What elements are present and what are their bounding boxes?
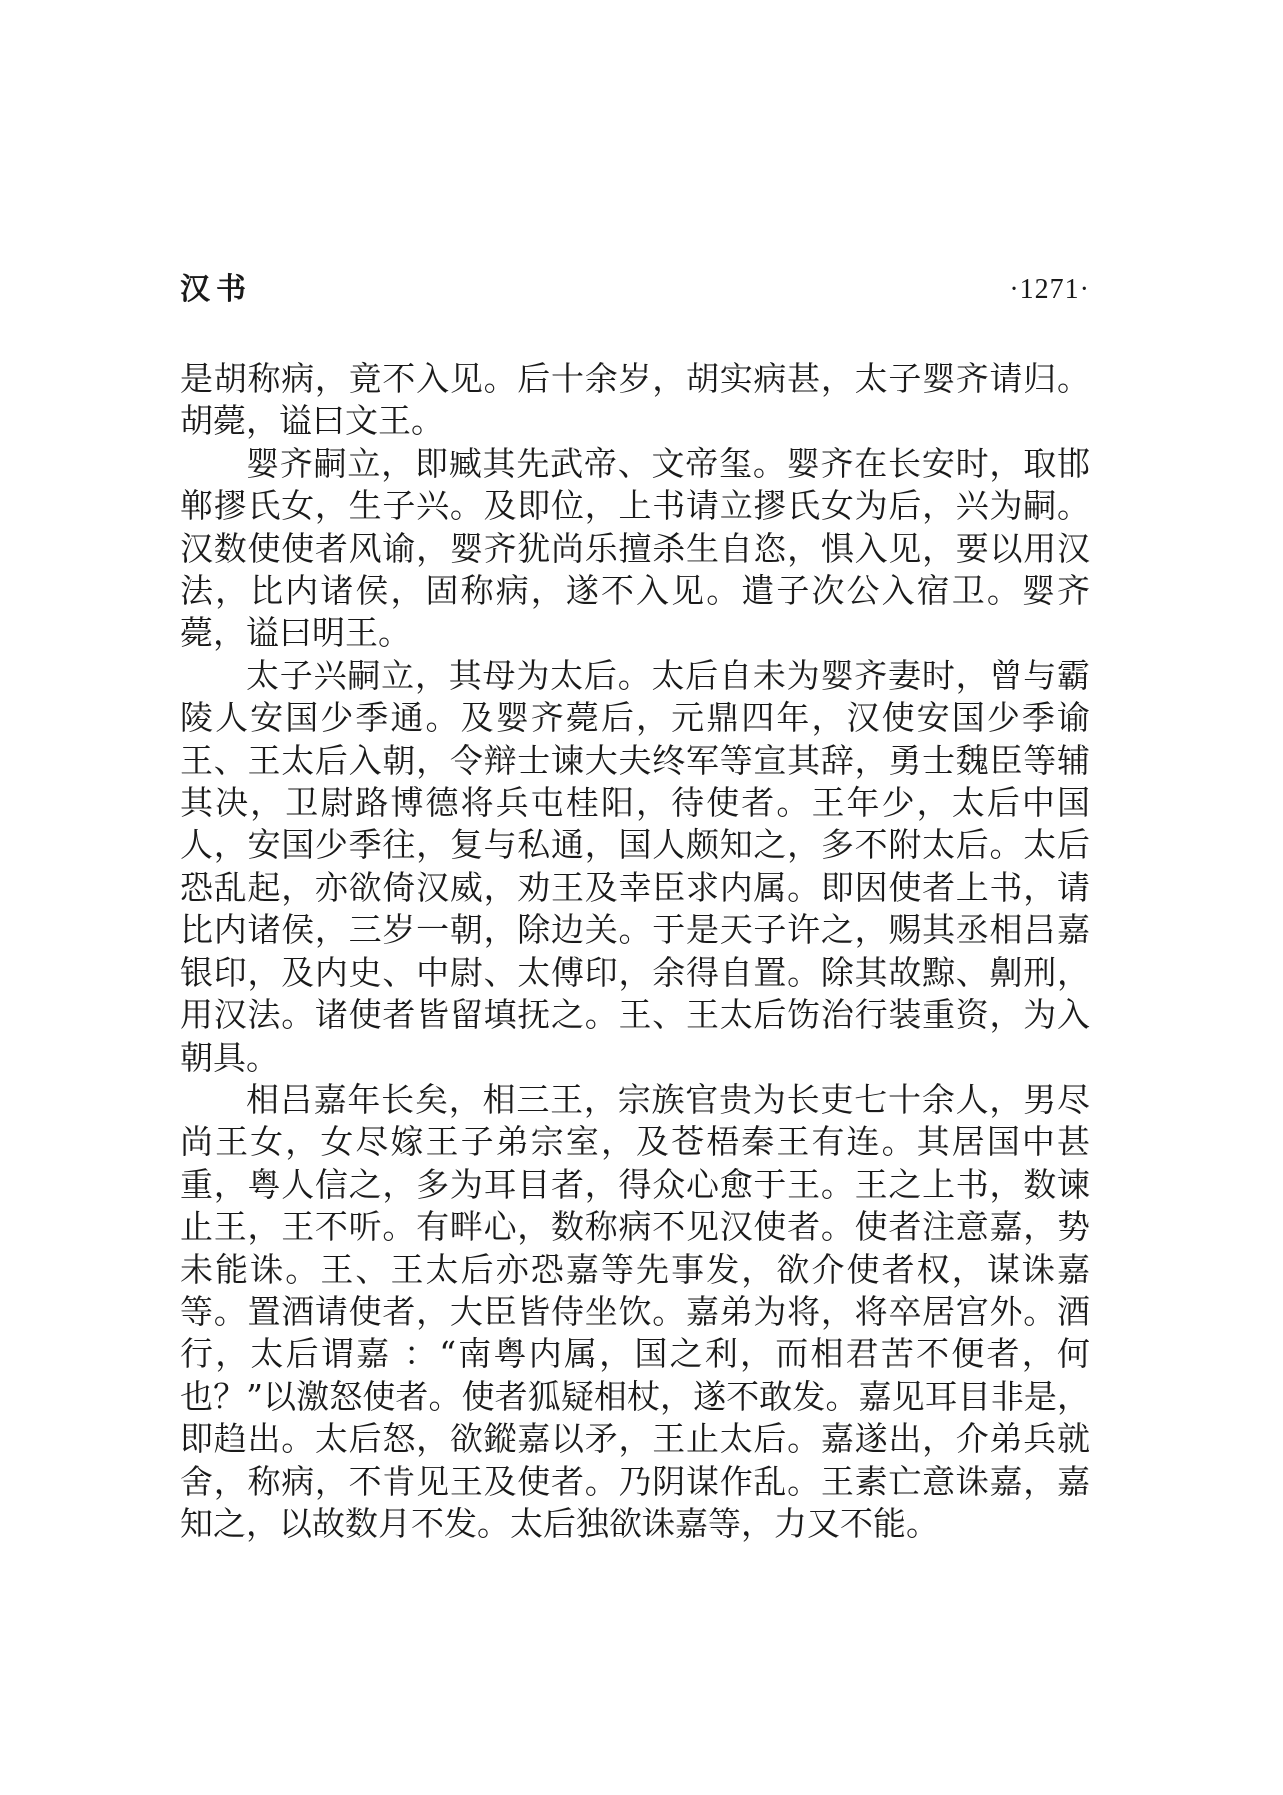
paragraph-1: 是胡称病，竟不入见。后十余岁，胡实病甚，太子婴齐请归。胡薨，谥曰文王。 xyxy=(180,359,1090,441)
page-number: ·1271· xyxy=(1009,274,1090,305)
running-head xyxy=(180,270,1090,320)
paragraph-4: 相吕嘉年长矣，相三王，宗族官贵为长吏七十余人，男尽尚王女，女尽嫁王子弟宗室，及苍梧秦王有连。其居国中甚重，粤人信之，多为耳目者，得众心愈于王。王之上书，数谏止王，王不听。有畔心，数称病不见汉使者。使者注意嘉，势未能诛。王、王太后亦恐嘉等先事发，欲介使者权，谋诛嘉等。置酒请使者，大臣皆侍坐饮。嘉弟为将，将卒居宫外。酒行，太后谓嘉 ：“南粤内属，国之利，而相君苦不便者，何也？”以激怒使者。使者狐疑相杖，遂不敢发。嘉见耳目非是，即趋出。太后怒，欲鏦嘉以矛，王止太后。嘉遂出，介弟兵就舍，称病，不肯见王及使者。乃阴谋作乱。王素亡意诛嘉，嘉知之，以故数月不发。太后独欲诛嘉等，力又不能。 xyxy=(180,1079,1090,1543)
paragraph-2: 婴齐嗣立，即臧其先武帝、文帝玺。婴齐在长安时，取邯郸摎氏女，生子兴。及即位，上书请立摎氏女为后，兴为嗣。汉数使使者风谕，婴齐犹尚乐擅杀生自恣，惧入见，要以用汉法，比内诸侯，固称病，遂不入见。遣子次公入宿卫。婴齐薨，谥曰明王。 xyxy=(180,443,1090,653)
body-text xyxy=(180,358,1090,1545)
book-title: 汉书 xyxy=(180,272,252,307)
paragraph-3: 太子兴嗣立，其母为太后。太后自未为婴齐妻时，曾与霸陵人安国少季通。及婴齐薨后，元鼎四年，汉使安国少季谕王、王太后入朝，令辩士谏大夫终军等宣其辞，勇士魏臣等辅其决，卫尉路博德将兵屯桂阳，待使者。王年少，太后中国人，安国少季往，复与私通，国人颇知之，多不附太后。太后恐乱起，亦欲倚汉威，劝王及幸臣求内属。即因使者上书，请比内诸侯，三岁一朝，除边关。于是天子许之，赐其丞相吕嘉银印，及内史、中尉、太傅印，余得自置。除其故黥、劓刑，用汉法。诸使者皆留填抚之。王、王太后饬治行装重资，为入朝具。 xyxy=(180,655,1090,1077)
